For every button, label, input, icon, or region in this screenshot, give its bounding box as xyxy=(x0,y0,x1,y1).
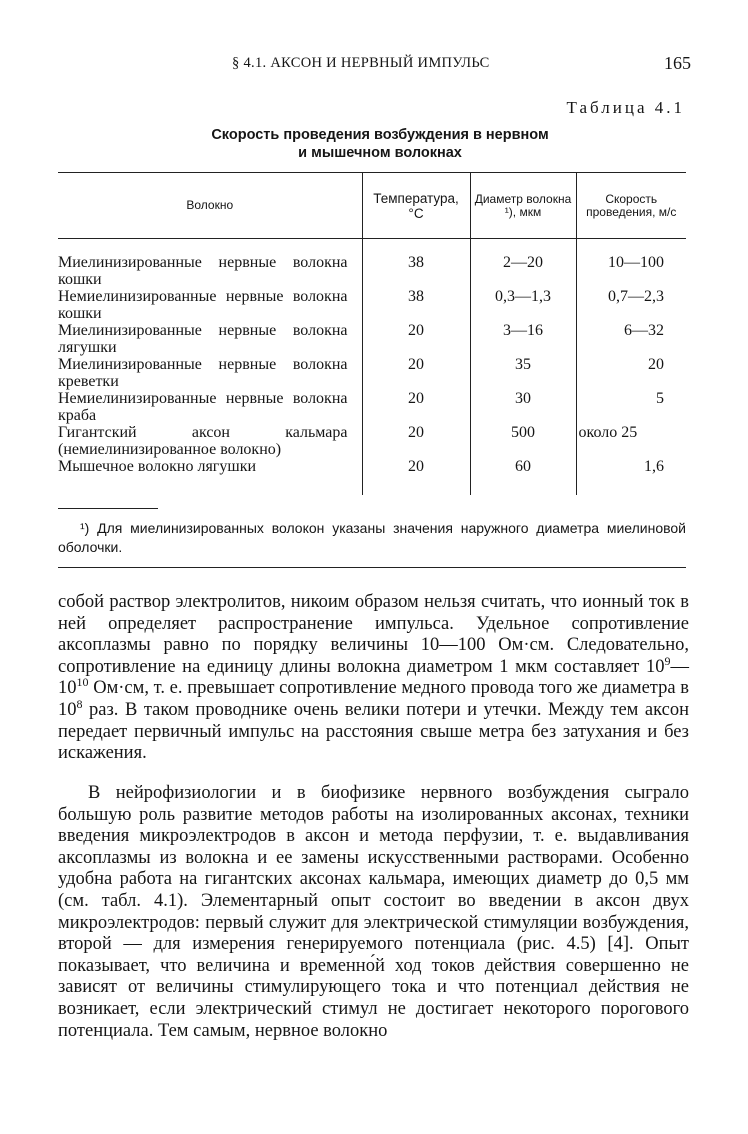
cell-speed: 5 xyxy=(576,390,686,424)
table-row xyxy=(58,239,686,289)
table-title xyxy=(120,126,640,162)
cell-speed: 6—32 xyxy=(576,322,686,356)
footnote-divider xyxy=(58,508,158,509)
table-row xyxy=(58,390,686,424)
body-paragraph-1 xyxy=(58,592,689,765)
cell-fiber: Немиелинизированные нервные волокна краба xyxy=(58,390,348,424)
paragraph-text: —10 xyxy=(58,656,689,699)
cell-diameter: 2—20 xyxy=(470,239,576,289)
exponent: 8 xyxy=(76,696,83,711)
cell-temperature: 20 xyxy=(362,390,470,424)
cell-diameter: 60 xyxy=(470,458,576,495)
cell-fiber: Немиелинизированные нервные волокна кошки xyxy=(58,288,348,322)
cell-diameter: 0,3—1,3 xyxy=(470,288,576,322)
cell-speed: 1,6 xyxy=(576,458,686,495)
paragraph-text: раз. В таком проводнике очень велики потери и утечки. Между тем аксон передает первичный импульс на расстояния свыше метра без затухания и без искажения. xyxy=(58,699,689,764)
cell-temperature: 20 xyxy=(362,322,470,356)
cell-temperature: 20 xyxy=(362,424,470,458)
column-header-speed: Скорость проведения, м/с xyxy=(576,173,686,239)
page-header xyxy=(0,55,748,79)
section-divider xyxy=(58,567,686,568)
table-header-row xyxy=(58,173,686,239)
cell-fiber: Миелинизированные нервные волокна лягушки xyxy=(58,322,348,356)
exponent: 9 xyxy=(664,653,671,668)
table-title-line-2: и мышечном волокнах xyxy=(298,145,462,161)
table-row xyxy=(58,288,686,322)
cell-speed: 20 xyxy=(576,356,686,390)
column-header-diameter: Диаметр волокна ¹), мкм xyxy=(470,173,576,239)
table-footnote: ¹) Для миелинизированных волокон указаны значения наружного диаметра миелиновой оболочки. xyxy=(58,520,686,555)
table-row xyxy=(58,322,686,356)
page-number: 165 xyxy=(664,53,691,73)
conduction-velocity-table xyxy=(58,172,686,495)
table-label: Таблица 4.1 xyxy=(566,98,685,117)
column-header-temperature: Температура, °С xyxy=(362,173,470,239)
cell-fiber: Миелинизированные нервные волокна кошки xyxy=(58,254,348,288)
column-header-fiber: Волокно xyxy=(58,173,362,239)
table-row xyxy=(58,458,686,495)
cell-diameter: 35 xyxy=(470,356,576,390)
cell-temperature: 20 xyxy=(362,458,470,495)
cell-temperature: 38 xyxy=(362,288,470,322)
cell-fiber: Мышечное волокно лягушки xyxy=(58,458,257,475)
exponent: 10 xyxy=(76,675,89,690)
cell-diameter: 500 xyxy=(470,424,576,458)
cell-speed: 0,7—2,3 xyxy=(576,288,686,322)
cell-diameter: 3—16 xyxy=(470,322,576,356)
table-row xyxy=(58,356,686,390)
paragraph-text: Ом·см, т. е. превышает сопротивление медного провода того же диаметра в 10 xyxy=(58,678,689,720)
body-paragraph-2: В нейрофизиологии и в биофизике нервного возбуждения сыграло большую роль развитие методов работы на изолированных аксонах, техники введения микроэлектродов в аксон и метода перфузии, т. е. выдавливания аксоплазмы из волокна и ее замены искусственными растворами. Особенно удобна работа на гигантских аксонах кальмара, имеющих диаметр до 0,5 мм (см. табл. 4.1). Элементарный опыт состоит во введении в аксон двух микроэлектродов: первый служит для электрической стимуляции возбуждения, второй — для измерения генерируемого потенциала (рис. 4.5) [4]. Опыт показывает, что величина и временно́й ход токов действия совершенно не зависят от величины стимулирующего тока и что потенциал действия не возникает, если электрический стимул не достигает некоторого порогового потенциала. Тем самым, нервное волокно xyxy=(58,783,689,1041)
cell-speed: 10—100 xyxy=(576,239,686,289)
cell-temperature: 38 xyxy=(362,239,470,289)
running-title: § 4.1. АКСОН И НЕРВНЫЙ ИМПУЛЬС xyxy=(232,55,490,71)
paragraph-text: собой раствор электролитов, никоим образом нельзя считать, что ионный ток в ней определяет распространение импульса. Удельное сопротивление аксоплазмы равно по порядку величины 10—100 Ом·см. Следовательно, сопротивление на единицу длины волокна диаметром 1 мкм составляет 10 xyxy=(58,592,689,677)
cell-fiber: Миелинизированные нервные волокна креветки xyxy=(58,356,348,390)
cell-diameter: 30 xyxy=(470,390,576,424)
table-row xyxy=(58,424,686,458)
cell-temperature: 20 xyxy=(362,356,470,390)
cell-speed: около 25 xyxy=(576,424,686,458)
cell-fiber: Гигантский аксон кальмара (немиелинизированное волокно) xyxy=(58,424,348,458)
table-title-line-1: Скорость проведения возбуждения в нервном xyxy=(211,127,549,143)
